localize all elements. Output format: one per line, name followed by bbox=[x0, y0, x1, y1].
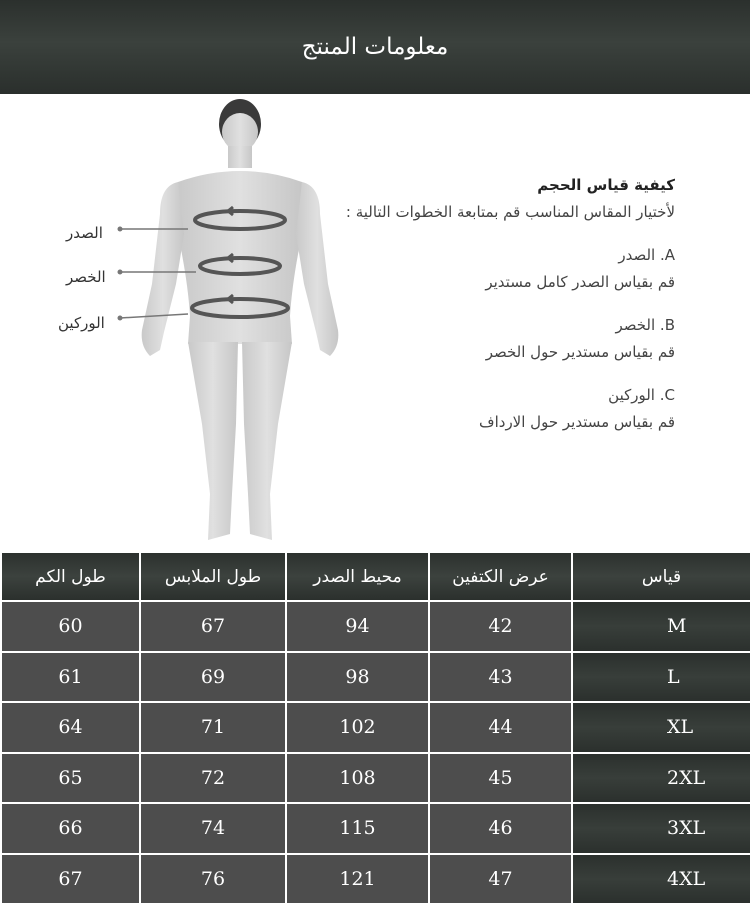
size-guide bbox=[345, 172, 675, 436]
cell-size: 3XL bbox=[573, 804, 750, 853]
page-header bbox=[0, 0, 750, 94]
table-row bbox=[2, 804, 750, 853]
chest-label: الصدر bbox=[66, 224, 103, 242]
cell-shoulder: 42 bbox=[430, 602, 571, 651]
header-sleeve-length: طول الكم bbox=[2, 553, 139, 600]
step-text: قم بقياس مستدير حول الخصر bbox=[485, 343, 675, 361]
guide-step-hips bbox=[345, 382, 675, 436]
table-row bbox=[2, 703, 750, 752]
size-guide-title: كيفية قياس الحجم bbox=[537, 176, 675, 194]
cell-length: 74 bbox=[141, 804, 285, 853]
cell-sleeve: 64 bbox=[2, 703, 139, 752]
cell-sleeve: 65 bbox=[2, 754, 139, 803]
waist-label: الخصر bbox=[66, 268, 106, 286]
cell-length: 76 bbox=[141, 855, 285, 904]
cell-chest: 108 bbox=[287, 754, 428, 803]
cell-sleeve: 67 bbox=[2, 855, 139, 904]
body-silhouette-icon bbox=[0, 94, 380, 550]
cell-size: XL bbox=[573, 703, 750, 752]
cell-size: 2XL bbox=[573, 754, 750, 803]
step-text: قم بقياس مستدير حول الارداف bbox=[479, 413, 675, 431]
cell-shoulder: 44 bbox=[430, 703, 571, 752]
cell-size: 4XL bbox=[573, 855, 750, 904]
header-shoulder-width: عرض الكتفين bbox=[430, 553, 571, 600]
cell-length: 71 bbox=[141, 703, 285, 752]
table-row bbox=[2, 855, 750, 904]
guide-step-waist bbox=[345, 312, 675, 366]
cell-shoulder: 45 bbox=[430, 754, 571, 803]
size-chart-table bbox=[0, 551, 750, 905]
header-size: قياس bbox=[573, 553, 750, 600]
cell-shoulder: 47 bbox=[430, 855, 571, 904]
cell-shoulder: 43 bbox=[430, 653, 571, 702]
step-label: B. الخصر bbox=[615, 316, 675, 334]
page-title: معلومات المنتج bbox=[301, 34, 449, 60]
cell-sleeve: 60 bbox=[2, 602, 139, 651]
size-guide-intro: لأختيار المقاس المناسب قم بمتابعة الخطوات التالية : bbox=[345, 203, 675, 221]
cell-length: 72 bbox=[141, 754, 285, 803]
step-label: C. الوركين bbox=[608, 386, 675, 404]
cell-chest: 115 bbox=[287, 804, 428, 853]
cell-chest: 98 bbox=[287, 653, 428, 702]
cell-length: 67 bbox=[141, 602, 285, 651]
cell-chest: 94 bbox=[287, 602, 428, 651]
cell-shoulder: 46 bbox=[430, 804, 571, 853]
cell-size: L bbox=[573, 653, 750, 702]
step-label: A. الصدر bbox=[618, 246, 675, 264]
cell-length: 69 bbox=[141, 653, 285, 702]
table-row bbox=[2, 754, 750, 803]
cell-size: M bbox=[573, 602, 750, 651]
cell-chest: 102 bbox=[287, 703, 428, 752]
cell-sleeve: 66 bbox=[2, 804, 139, 853]
header-garment-length: طول الملابس bbox=[141, 553, 285, 600]
guide-step-chest bbox=[345, 242, 675, 296]
hips-label: الوركين bbox=[58, 314, 105, 332]
table-header-row bbox=[2, 553, 750, 600]
cell-chest: 121 bbox=[287, 855, 428, 904]
table-row bbox=[2, 653, 750, 702]
step-text: قم بقياس الصدر كامل مستدير bbox=[485, 273, 675, 291]
cell-sleeve: 61 bbox=[2, 653, 139, 702]
table-row bbox=[2, 602, 750, 651]
header-chest-circumference: محيط الصدر bbox=[287, 553, 428, 600]
